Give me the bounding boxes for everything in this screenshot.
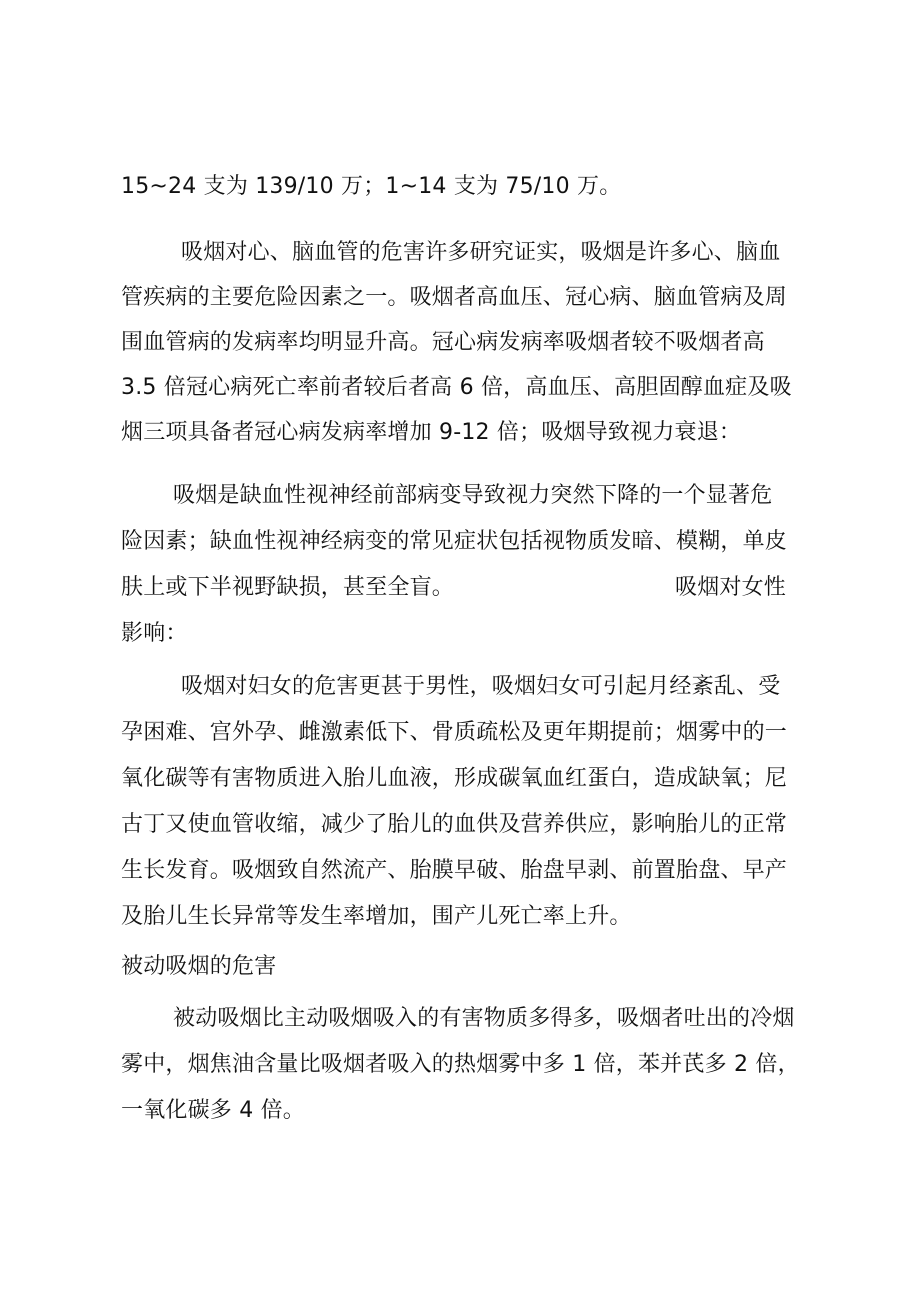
text-line: 雾中，烟焦油含量比吸烟者吸入的热烟雾中多 1 倍，苯并芪多 2 倍， [121, 1052, 800, 1077]
text-line: 影响： [121, 621, 188, 646]
text-line: 肤上或下半视野缺损，甚至全盲。 [121, 575, 455, 600]
text-line: 孕困难、宫外孕、雌激素低下、骨质疏松及更年期提前；烟雾中的一 [121, 720, 788, 745]
text-line: 生长发育。吸烟致自然流产、胎膜早破、胎盘早剥、前置胎盘、早产 [121, 858, 788, 883]
text-line: 吸烟是缺血性视神经前部病变导致视力突然下降的一个显著危 [173, 483, 773, 508]
text-line: 吸烟对心、脑血管的危害许多研究证实，吸烟是许多心、脑血 [181, 240, 781, 265]
text-line: 氧化碳等有害物质进入胎儿血液，形成碳氧血红蛋白，造成缺氧；尼 [121, 766, 788, 791]
text-line: 吸烟对妇女的危害更甚于男性，吸烟妇女可引起月经紊乱、受 [181, 674, 781, 699]
text-line: 吸烟对女性 [675, 575, 787, 600]
text-line: 古丁又使血管收缩，减少了胎儿的血供及营养供应，影响胎儿的正常 [121, 812, 788, 837]
text-line: 围血管病的发病率均明显升高。冠心病发病率吸烟者较不吸烟者高 [121, 330, 765, 355]
text-line: 烟三项具备者冠心病发病率增加 9-12 倍；吸烟导致视力衰退： [121, 420, 742, 445]
text-line: 3.5 倍冠心病死亡率前者较后者高 6 倍，高血压、高胆固醇血症及吸 [121, 375, 792, 400]
text-line: 险因素；缺血性视神经病变的常见症状包括视物质发暗、模糊，单皮 [121, 529, 788, 554]
text-line: 15~24 支为 139/10 万；1~14 支为 75/10 万。 [121, 174, 622, 199]
text-line: 被动吸烟比主动吸烟吸入的有害物质多得多，吸烟者吐出的冷烟 [173, 1006, 795, 1031]
text-line: 一氧化碳多 4 倍。 [121, 1098, 305, 1123]
text-line: 及胎儿生长异常等发生率增加，围产儿死亡率上升。 [121, 904, 632, 929]
text-line: 管疾病的主要危险因素之一。吸烟者高血压、冠心病、脑血管病及周 [121, 285, 788, 310]
section-heading: 被动吸烟的危害 [121, 954, 277, 979]
